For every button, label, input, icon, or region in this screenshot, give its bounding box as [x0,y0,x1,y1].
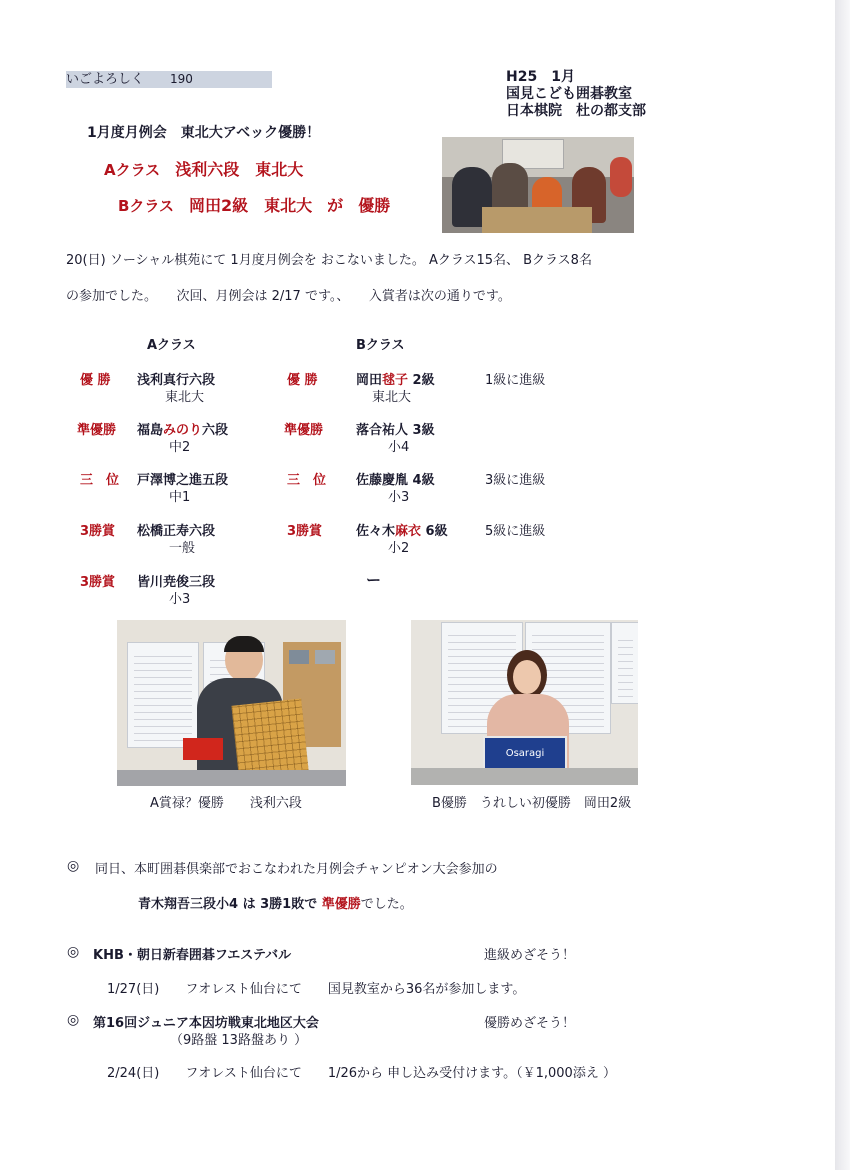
a-aff-4: 一般 [169,541,196,556]
b-rank-1: 優 勝 [287,373,318,388]
a-aff-1: 東北大 [165,390,205,405]
a-class-header: Aクラス [147,338,196,353]
b-aff-1: 東北大 [372,390,412,405]
b-rank-3: 三 位 [287,473,327,488]
b-name-2: 落合祐人 3級 [356,423,435,438]
newsletter-banner [66,71,272,88]
a-aff-5: 小3 [169,592,191,607]
photo-b-caption: B優勝 うれしい初優勝 岡田2級 [432,796,632,811]
b-rank-2: 準優勝 [284,423,324,438]
headline-yusho: 優勝 [358,196,391,215]
headline-a-winner: 浅利六段 東北大 [175,160,304,179]
news-3-sub: （9路盤 13路盤あり ） [170,1033,308,1048]
b-note-3: 3級に進級 [485,473,546,488]
b-name-1: 岡田毬子 2級 [356,373,435,388]
b-note-4: 5級に進級 [485,524,546,539]
headline-line1: 1月度月例会 東北大アベック優勝！ [87,125,321,141]
newsletter-title: いごよろしく [66,72,145,87]
a-rank-2: 準優勝 [77,423,117,438]
news-2-title: KHB・朝日新春囲碁フエステバル [93,948,292,963]
headline-b-winner: 岡田2級 東北大 [189,196,313,215]
org-name-line1: 国見こども囲碁教室 [506,86,632,102]
b-name-4: 佐々木麻衣 6級 [356,524,448,539]
scan-edge [835,0,850,1170]
a-name-3: 戸澤博之進五段 [137,473,229,488]
a-rank-3: 三 位 [80,473,120,488]
issue-date: H25 1月 [506,69,575,85]
a-rank-4: 3勝賞 [80,524,116,539]
news-bullet-1: ◎ [67,858,80,874]
news-1-line2: 青木翔吾三段小4 は 3勝1敗で 準優勝でした。 [138,897,413,912]
b-aff-4: 小2 [388,541,410,556]
b-rank-4: 3勝賞 [287,524,323,539]
a-name-1: 浅利真行六段 [137,373,216,388]
classroom-photo [442,137,634,233]
b-note-1: 1級に進級 [485,373,546,388]
headline-b-line [118,193,390,216]
b-name-3: 佐藤慶胤 4級 [356,473,435,488]
issue-number: 190 [170,72,193,86]
news-3-title: 第16回ジュニア本因坊戦東北地区大会 [93,1016,319,1031]
a-rank-1: 優 勝 [80,373,111,388]
news-3-tag: 優勝めざそう！ [484,1016,576,1031]
b-name-5: ー [366,571,382,589]
news-3-detail: 2/24(日) フオレスト仙台にて 1/26から 申し込み受付けます。（￥1,000添え ） [107,1066,616,1081]
b-class-header: Bクラス [356,338,405,353]
intro-line2: の参加でした。 次回、月例会は 2/17 です。、 入賞者は次の通りです。 [66,289,511,304]
a-name-4: 松橋正寿六段 [137,524,216,539]
headline-ga: が [327,196,344,215]
a-name-2: 福島みのり六段 [137,423,229,438]
a-rank-5: 3勝賞 [80,575,116,590]
news-2-detail: 1/27(日) フオレスト仙台にて 国見教室から36名が参加します。 [107,982,526,997]
a-aff-3: 中1 [169,490,191,505]
gift-box: Osaragi [483,736,567,772]
a-aff-2: 中2 [169,440,191,455]
a-name-5: 皆川尭俊三段 [137,575,216,590]
intro-line1: 20(日) ソーシャル棋苑にて 1月度月例会を おこないました。 Aクラス15名、 Bクラス8名 [66,253,592,268]
news-1-line1: 同日、本町囲碁倶楽部でおこなわれた月例会チャンピオン大会参加の [95,862,498,877]
news-bullet-3: ◎ [67,1012,80,1028]
headline-a-class: Aクラス [104,161,161,179]
photo-a-caption: A賞禄？優勝 浅利六段 [150,796,302,811]
photo-b-winner [411,620,638,785]
b-aff-3: 小3 [388,490,410,505]
photo-a-winner [117,620,346,786]
b-aff-2: 小4 [388,440,410,455]
headline-b-class: Bクラス [118,197,174,215]
news-2-tag: 進級めざそう！ [484,948,576,963]
headline-a-line [104,157,303,180]
news-bullet-2: ◎ [67,944,80,960]
org-name-line2: 日本棋院 杜の都支部 [506,103,646,119]
